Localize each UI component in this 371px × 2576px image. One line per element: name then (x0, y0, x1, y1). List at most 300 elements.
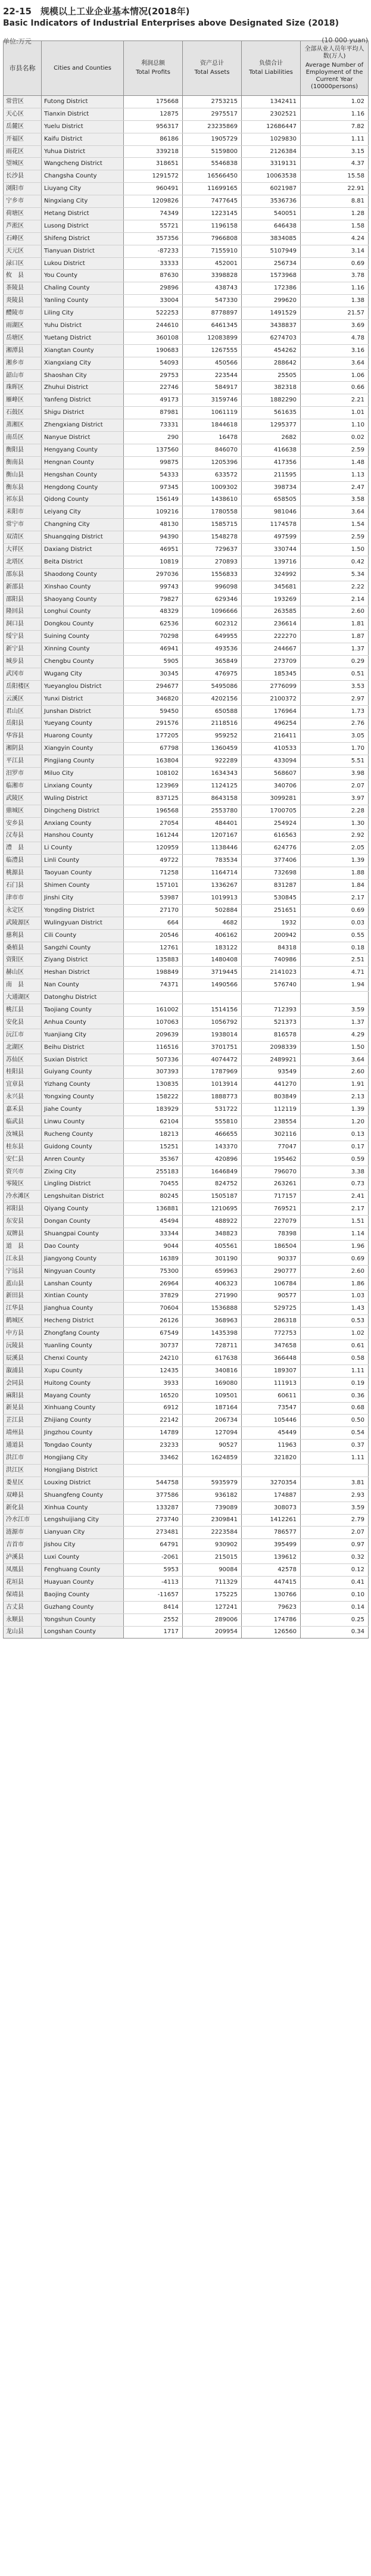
cell-total-assets: 1360459 (183, 743, 242, 755)
cell-total-assets: 175225 (183, 1588, 242, 1601)
cell-total-liabilities: 3270354 (242, 1477, 301, 1489)
cell-total-profits: 161002 (124, 1004, 183, 1017)
cell-total-profits: 24210 (124, 1352, 183, 1365)
cell-region-english: Hecheng District (42, 1315, 124, 1328)
table-row (4, 1290, 369, 1303)
cell-employment: 0.59 (301, 1153, 369, 1166)
cell-total-profits: 80245 (124, 1191, 183, 1203)
table-row (4, 892, 369, 905)
cell-region-english: Xiangxiang City (42, 357, 124, 369)
cell-employment: 1.38 (301, 295, 369, 307)
cell-total-profits: 297036 (124, 568, 183, 581)
cell-total-profits: 157101 (124, 880, 183, 892)
cell-total-profits: 1291572 (124, 170, 183, 183)
cell-region-chinese: 茶陵县 (4, 282, 42, 295)
cell-total-liabilities: 740986 (242, 954, 301, 967)
cell-region-chinese: 双峰县 (4, 1489, 42, 1502)
cell-region-english: Changning City (42, 519, 124, 531)
cell-employment: 1.54 (301, 519, 369, 531)
cell-total-profits: 23233 (124, 1440, 183, 1452)
title-block (3, 0, 368, 45)
cell-total-liabilities: 174786 (242, 1613, 301, 1626)
cell-employment: 3.78 (301, 270, 369, 282)
cell-total-profits: 74349 (124, 208, 183, 220)
table-header (4, 41, 369, 96)
cell-employment: 2.41 (301, 1191, 369, 1203)
cell-region-english: Tongdao County (42, 1440, 124, 1452)
cell-total-liabilities: 3319131 (242, 158, 301, 170)
cell-region-chinese: 北湖区 (4, 1041, 42, 1054)
cell-employment: 0.41 (301, 1576, 369, 1588)
cell-employment: 4.71 (301, 967, 369, 979)
table-row (4, 768, 369, 780)
cell-region-english: Yanling County (42, 295, 124, 307)
table-row (4, 830, 369, 842)
cell-employment: 1.11 (301, 1452, 369, 1465)
table-row (4, 1514, 369, 1527)
cell-employment: 0.58 (301, 1352, 369, 1365)
cell-employment: 1.91 (301, 1079, 369, 1091)
cell-total-assets: 3719445 (183, 967, 242, 979)
cell-total-assets (183, 992, 242, 1004)
cell-total-liabilities (242, 1464, 301, 1477)
cell-total-profits: 12875 (124, 108, 183, 120)
cell-region-chinese: 石鼓区 (4, 407, 42, 419)
cell-region-english: Shuangqing District (42, 531, 124, 544)
cell-total-assets: 1938014 (183, 1029, 242, 1041)
cell-region-chinese: 南 县 (4, 979, 42, 992)
table-row (4, 743, 369, 755)
cell-total-assets: 3398828 (183, 270, 242, 282)
cell-total-liabilities: 447415 (242, 1576, 301, 1588)
cell-total-assets: 1124125 (183, 780, 242, 792)
cell-total-assets: 406323 (183, 1278, 242, 1290)
cell-employment: 3.53 (301, 680, 369, 693)
cell-region-chinese: 临澧县 (4, 855, 42, 867)
indicators-table (3, 41, 369, 1639)
cell-total-assets: 555810 (183, 1116, 242, 1129)
cell-region-english: Jiahe County (42, 1104, 124, 1116)
cell-total-assets: 270893 (183, 556, 242, 568)
cell-total-profits: 133287 (124, 1502, 183, 1514)
cell-total-profits: 1717 (124, 1626, 183, 1639)
cell-region-chinese: 衡南县 (4, 456, 42, 469)
cell-region-chinese: 北塔区 (4, 556, 42, 568)
cell-employment: 3.14 (301, 245, 369, 257)
cell-region-chinese: 湘乡市 (4, 357, 42, 369)
table-row (4, 581, 369, 593)
cell-total-assets: 1514156 (183, 1004, 242, 1017)
cell-total-liabilities: 42578 (242, 1564, 301, 1577)
header-total-profits (124, 41, 183, 96)
cell-region-english: Jinshi City (42, 892, 124, 905)
cell-total-assets: 547330 (183, 295, 242, 307)
cell-total-profits: 109216 (124, 506, 183, 519)
cell-employment: 0.51 (301, 668, 369, 680)
cell-employment: 0.12 (301, 1564, 369, 1577)
cell-total-profits: 64791 (124, 1539, 183, 1552)
cell-region-chinese: 双牌县 (4, 1228, 42, 1241)
cell-total-assets: 187164 (183, 1402, 242, 1415)
cell-total-liabilities: 382318 (242, 382, 301, 394)
table-row (4, 444, 369, 456)
cell-total-profits: 107063 (124, 1016, 183, 1029)
cell-region-chinese: 永顺县 (4, 1613, 42, 1626)
header-employment-zh: 全部从业人员年平均人数(万人) (304, 46, 364, 60)
cell-region-chinese: 耒阳市 (4, 506, 42, 519)
cell-total-assets: 711329 (183, 1576, 242, 1588)
cell-total-profits: 209639 (124, 1029, 183, 1041)
cell-region-english: Zhuhui District (42, 382, 124, 394)
table-row (4, 1315, 369, 1328)
cell-employment: 22.91 (301, 183, 369, 195)
cell-total-profits: 664 (124, 917, 183, 929)
cell-total-profits: 190683 (124, 344, 183, 357)
table-row (4, 842, 369, 855)
cell-employment: 1.43 (301, 1303, 369, 1315)
cell-total-profits: 70604 (124, 1303, 183, 1315)
table-row (4, 1203, 369, 1216)
cell-region-chinese: 汨罗市 (4, 768, 42, 780)
cell-employment: 1.13 (301, 469, 369, 481)
cell-region-english: Longshan County (42, 1626, 124, 1639)
cell-total-liabilities: 981046 (242, 506, 301, 519)
cell-region-english: Huarong County (42, 730, 124, 743)
cell-total-assets: 452001 (183, 257, 242, 270)
cell-total-assets: 7966808 (183, 232, 242, 245)
cell-region-english: Lengshuitan District (42, 1191, 124, 1203)
cell-total-liabilities: 126560 (242, 1626, 301, 1639)
header-total-assets (183, 41, 242, 96)
cell-total-assets: 1056792 (183, 1016, 242, 1029)
cell-region-english: Shimen County (42, 880, 124, 892)
cell-total-liabilities: 186504 (242, 1240, 301, 1253)
cell-region-english: Dingcheng District (42, 805, 124, 817)
unit-label-chinese: 单位:万元 (3, 38, 32, 45)
table-row (4, 1489, 369, 1502)
cell-total-profits: 120959 (124, 842, 183, 855)
cell-region-english: Li County (42, 842, 124, 855)
cell-region-chinese: 湘潭县 (4, 344, 42, 357)
cell-total-assets: 8643158 (183, 792, 242, 805)
table-row (4, 1265, 369, 1278)
cell-total-assets: 183122 (183, 942, 242, 954)
header-total-assets-zh: 资产总计 (200, 60, 224, 67)
cell-total-liabilities: 273709 (242, 656, 301, 668)
cell-total-profits: 346820 (124, 693, 183, 705)
cell-region-english: Zhijiang County (42, 1415, 124, 1427)
cell-employment: 2.60 (301, 1265, 369, 1278)
cell-employment: 2.92 (301, 830, 369, 842)
cell-region-chinese: 衡阳县 (4, 444, 42, 456)
cell-employment: 3.38 (301, 1166, 369, 1178)
cell-region-english: You County (42, 270, 124, 282)
cell-region-english: Xupu County (42, 1365, 124, 1377)
table-row (4, 631, 369, 643)
cell-total-profits: 67798 (124, 743, 183, 755)
cell-region-english: Shigu District (42, 407, 124, 419)
cell-total-profits: -2061 (124, 1552, 183, 1564)
cell-employment: 0.36 (301, 1390, 369, 1402)
cell-total-profits: 960491 (124, 183, 183, 195)
cell-region-english: Wugang City (42, 668, 124, 680)
cell-region-english: Baojing County (42, 1588, 124, 1601)
cell-region-chinese: 古丈县 (4, 1601, 42, 1613)
cell-total-liabilities: 106784 (242, 1278, 301, 1290)
cell-region-chinese: 冷水滩区 (4, 1191, 42, 1203)
cell-total-assets: 1844618 (183, 419, 242, 432)
table-row (4, 1527, 369, 1539)
table-row (4, 158, 369, 170)
cell-total-liabilities: 366448 (242, 1352, 301, 1365)
cell-region-english: Hetang District (42, 208, 124, 220)
cell-employment: 1.28 (301, 208, 369, 220)
cell-region-chinese: 石峰区 (4, 232, 42, 245)
cell-total-profits: 273481 (124, 1527, 183, 1539)
cell-region-english: Xintian County (42, 1290, 124, 1303)
cell-region-chinese: 绥宁县 (4, 631, 42, 643)
cell-total-profits: 49173 (124, 394, 183, 407)
cell-region-chinese: 桂阳县 (4, 1066, 42, 1079)
cell-total-profits: 53987 (124, 892, 183, 905)
cell-total-liabilities: 2126384 (242, 145, 301, 158)
cell-total-profits: 87981 (124, 407, 183, 419)
cell-employment: 2.59 (301, 444, 369, 456)
cell-employment: 2.07 (301, 1527, 369, 1539)
table-row (4, 1104, 369, 1116)
cell-employment: 3.69 (301, 320, 369, 332)
cell-total-profits: 244610 (124, 320, 183, 332)
cell-total-profits: 79827 (124, 593, 183, 606)
cell-region-chinese: 新邵县 (4, 581, 42, 593)
cell-total-liabilities: 90337 (242, 1253, 301, 1265)
cell-total-profits: 16520 (124, 1390, 183, 1402)
cell-total-liabilities: 105446 (242, 1415, 301, 1427)
cell-total-assets: 602312 (183, 618, 242, 631)
cell-total-liabilities: 290777 (242, 1265, 301, 1278)
header-total-liabilities-en: Total Liabilities (249, 69, 293, 76)
cell-region-english: Shuangpai County (42, 1228, 124, 1241)
cell-employment: 5.51 (301, 755, 369, 768)
cell-employment: 3.97 (301, 792, 369, 805)
cell-region-chinese: 沅陵县 (4, 1340, 42, 1353)
table-row (4, 1576, 369, 1588)
table-row (4, 544, 369, 556)
cell-employment (301, 1464, 369, 1477)
cell-total-assets (183, 1464, 242, 1477)
cell-region-english: Tianyuan District (42, 245, 124, 257)
cell-total-assets: 1336267 (183, 880, 242, 892)
cell-total-liabilities: 139612 (242, 1552, 301, 1564)
cell-total-assets: 365849 (183, 656, 242, 668)
cell-region-chinese: 祁阳县 (4, 1203, 42, 1216)
cell-region-english: Lukou District (42, 257, 124, 270)
cell-region-english: Yuetang District (42, 332, 124, 344)
cell-total-liabilities: 377406 (242, 855, 301, 867)
cell-employment: 1.16 (301, 108, 369, 120)
cell-total-profits: -4113 (124, 1576, 183, 1588)
cell-total-liabilities: 330744 (242, 544, 301, 556)
cell-total-profits: 290 (124, 432, 183, 444)
cell-total-liabilities: 308073 (242, 1502, 301, 1514)
cell-region-english: Xiangtan County (42, 344, 124, 357)
cell-total-assets: 2975517 (183, 108, 242, 120)
cell-total-liabilities: 540051 (242, 208, 301, 220)
cell-total-assets: 959252 (183, 730, 242, 743)
table-row (4, 245, 369, 257)
cell-total-liabilities: 347658 (242, 1340, 301, 1353)
cell-region-english: Anren County (42, 1153, 124, 1166)
cell-employment: 1.30 (301, 817, 369, 830)
cell-region-chinese: 芦淞区 (4, 220, 42, 232)
cell-employment: 3.64 (301, 1054, 369, 1066)
cell-total-liabilities: 2682 (242, 432, 301, 444)
cell-region-chinese: 双清区 (4, 531, 42, 544)
title-english: Basic Indicators of Industrial Enterprises above Designated Size (2018) (3, 18, 339, 28)
cell-employment: 1.70 (301, 743, 369, 755)
table-row (4, 656, 369, 668)
cell-employment: 1.37 (301, 643, 369, 656)
table-row (4, 1539, 369, 1552)
cell-total-liabilities: 624776 (242, 842, 301, 855)
cell-region-chinese: 宁乡市 (4, 195, 42, 208)
table-row (4, 1613, 369, 1626)
cell-region-chinese: 会同县 (4, 1377, 42, 1390)
cell-total-assets: 3159746 (183, 394, 242, 407)
cell-employment: 0.69 (301, 904, 369, 917)
cell-total-profits: 360108 (124, 332, 183, 344)
cell-employment: 0.25 (301, 1613, 369, 1626)
cell-region-chinese: 汉寿县 (4, 830, 42, 842)
cell-region-chinese: 平江县 (4, 755, 42, 768)
cell-employment: 2.14 (301, 593, 369, 606)
cell-region-chinese: 零陵区 (4, 1178, 42, 1191)
cell-region-chinese: 隆回县 (4, 606, 42, 618)
cell-total-assets: 502884 (183, 904, 242, 917)
table-row (4, 208, 369, 220)
cell-region-english: Anhua County (42, 1016, 124, 1029)
cell-region-chinese: 安仁县 (4, 1153, 42, 1166)
cell-employment: 0.66 (301, 382, 369, 394)
table-row (4, 432, 369, 444)
cell-total-profits: 54093 (124, 357, 183, 369)
cell-employment: 2.21 (301, 394, 369, 407)
table-row (4, 693, 369, 705)
cell-employment: 4.24 (301, 232, 369, 245)
cell-employment: 2.59 (301, 531, 369, 544)
cell-total-assets: 406162 (183, 929, 242, 942)
table-row (4, 394, 369, 407)
cell-employment: 0.37 (301, 1440, 369, 1452)
cell-total-assets: 348823 (183, 1228, 242, 1241)
cell-region-english: Ningyuan County (42, 1265, 124, 1278)
table-row (4, 855, 369, 867)
cell-total-liabilities: 211595 (242, 469, 301, 481)
cell-employment: 0.10 (301, 1588, 369, 1601)
cell-region-chinese: 桂东县 (4, 1141, 42, 1153)
cell-region-chinese: 吉首市 (4, 1539, 42, 1552)
cell-total-profits: 29896 (124, 282, 183, 295)
cell-total-profits: 9044 (124, 1240, 183, 1253)
cell-total-assets: 7477645 (183, 195, 242, 208)
cell-region-chinese: 浏阳市 (4, 183, 42, 195)
cell-total-profits: 26964 (124, 1278, 183, 1290)
cell-total-profits: 163804 (124, 755, 183, 768)
cell-total-profits: 136881 (124, 1203, 183, 1216)
cell-employment: 0.13 (301, 1128, 369, 1141)
cell-total-assets: 340816 (183, 1365, 242, 1377)
cell-total-profits: 49722 (124, 855, 183, 867)
cell-region-english: Jishou City (42, 1539, 124, 1552)
cell-region-chinese: 宜章县 (4, 1079, 42, 1091)
cell-employment: 4.78 (301, 332, 369, 344)
cell-total-assets: 739089 (183, 1502, 242, 1514)
cell-employment: 8.81 (301, 195, 369, 208)
cell-region-chinese: 溆浦县 (4, 1365, 42, 1377)
table-row (4, 1328, 369, 1340)
cell-total-assets: 1624859 (183, 1452, 242, 1465)
cell-region-english: Yunxi District (42, 693, 124, 705)
cell-total-assets: 1646849 (183, 1166, 242, 1178)
cell-region-chinese: 通道县 (4, 1440, 42, 1452)
cell-total-profits: 71258 (124, 867, 183, 880)
cell-total-assets: 1138446 (183, 842, 242, 855)
cell-region-chinese: 宁远县 (4, 1265, 42, 1278)
cell-region-chinese: 洪江市 (4, 1452, 42, 1465)
cell-total-liabilities: 176964 (242, 705, 301, 718)
cell-total-liabilities: 2302521 (242, 108, 301, 120)
cell-region-english: Wangcheng District (42, 158, 124, 170)
cell-total-profits: 357356 (124, 232, 183, 245)
cell-region-english: Huayuan County (42, 1576, 124, 1588)
cell-total-liabilities: 244667 (242, 643, 301, 656)
cell-total-liabilities: 10063538 (242, 170, 301, 183)
cell-total-liabilities: 111913 (242, 1377, 301, 1390)
cell-total-profits: 33333 (124, 257, 183, 270)
cell-region-english: Yongshun County (42, 1613, 124, 1626)
cell-total-profits: 73331 (124, 419, 183, 432)
cell-region-chinese: 岳麓区 (4, 120, 42, 133)
cell-total-profits: 291576 (124, 718, 183, 730)
cell-region-english: Fenghuang County (42, 1564, 124, 1577)
cell-employment: 7.82 (301, 120, 369, 133)
cell-employment: 3.64 (301, 506, 369, 519)
cell-employment: 2.13 (301, 1091, 369, 1104)
cell-region-chinese: 沅江市 (4, 1029, 42, 1041)
table-row (4, 1216, 369, 1228)
cell-region-english: Hongjiang City (42, 1452, 124, 1465)
cell-total-profits: 5905 (124, 656, 183, 668)
cell-total-profits: 70455 (124, 1178, 183, 1191)
cell-total-liabilities: 816578 (242, 1029, 301, 1041)
cell-total-liabilities: 1573968 (242, 270, 301, 282)
table-row (4, 220, 369, 232)
cell-total-profits: 62104 (124, 1116, 183, 1129)
cell-employment: 2.17 (301, 1203, 369, 1216)
cell-total-assets: 405561 (183, 1240, 242, 1253)
header-region-english: Cities and Counties (42, 41, 124, 96)
cell-region-english: Hongjiang District (42, 1464, 124, 1477)
cell-total-assets: 1888773 (183, 1091, 242, 1104)
cell-total-liabilities: 130766 (242, 1588, 301, 1601)
cell-total-liabilities: 1412261 (242, 1514, 301, 1527)
cell-total-liabilities: 90577 (242, 1290, 301, 1303)
cell-total-assets: 289006 (183, 1613, 242, 1626)
table-row (4, 282, 369, 295)
table-row (4, 1477, 369, 1489)
cell-region-chinese: 衡山县 (4, 469, 42, 481)
cell-total-profits: 307393 (124, 1066, 183, 1079)
